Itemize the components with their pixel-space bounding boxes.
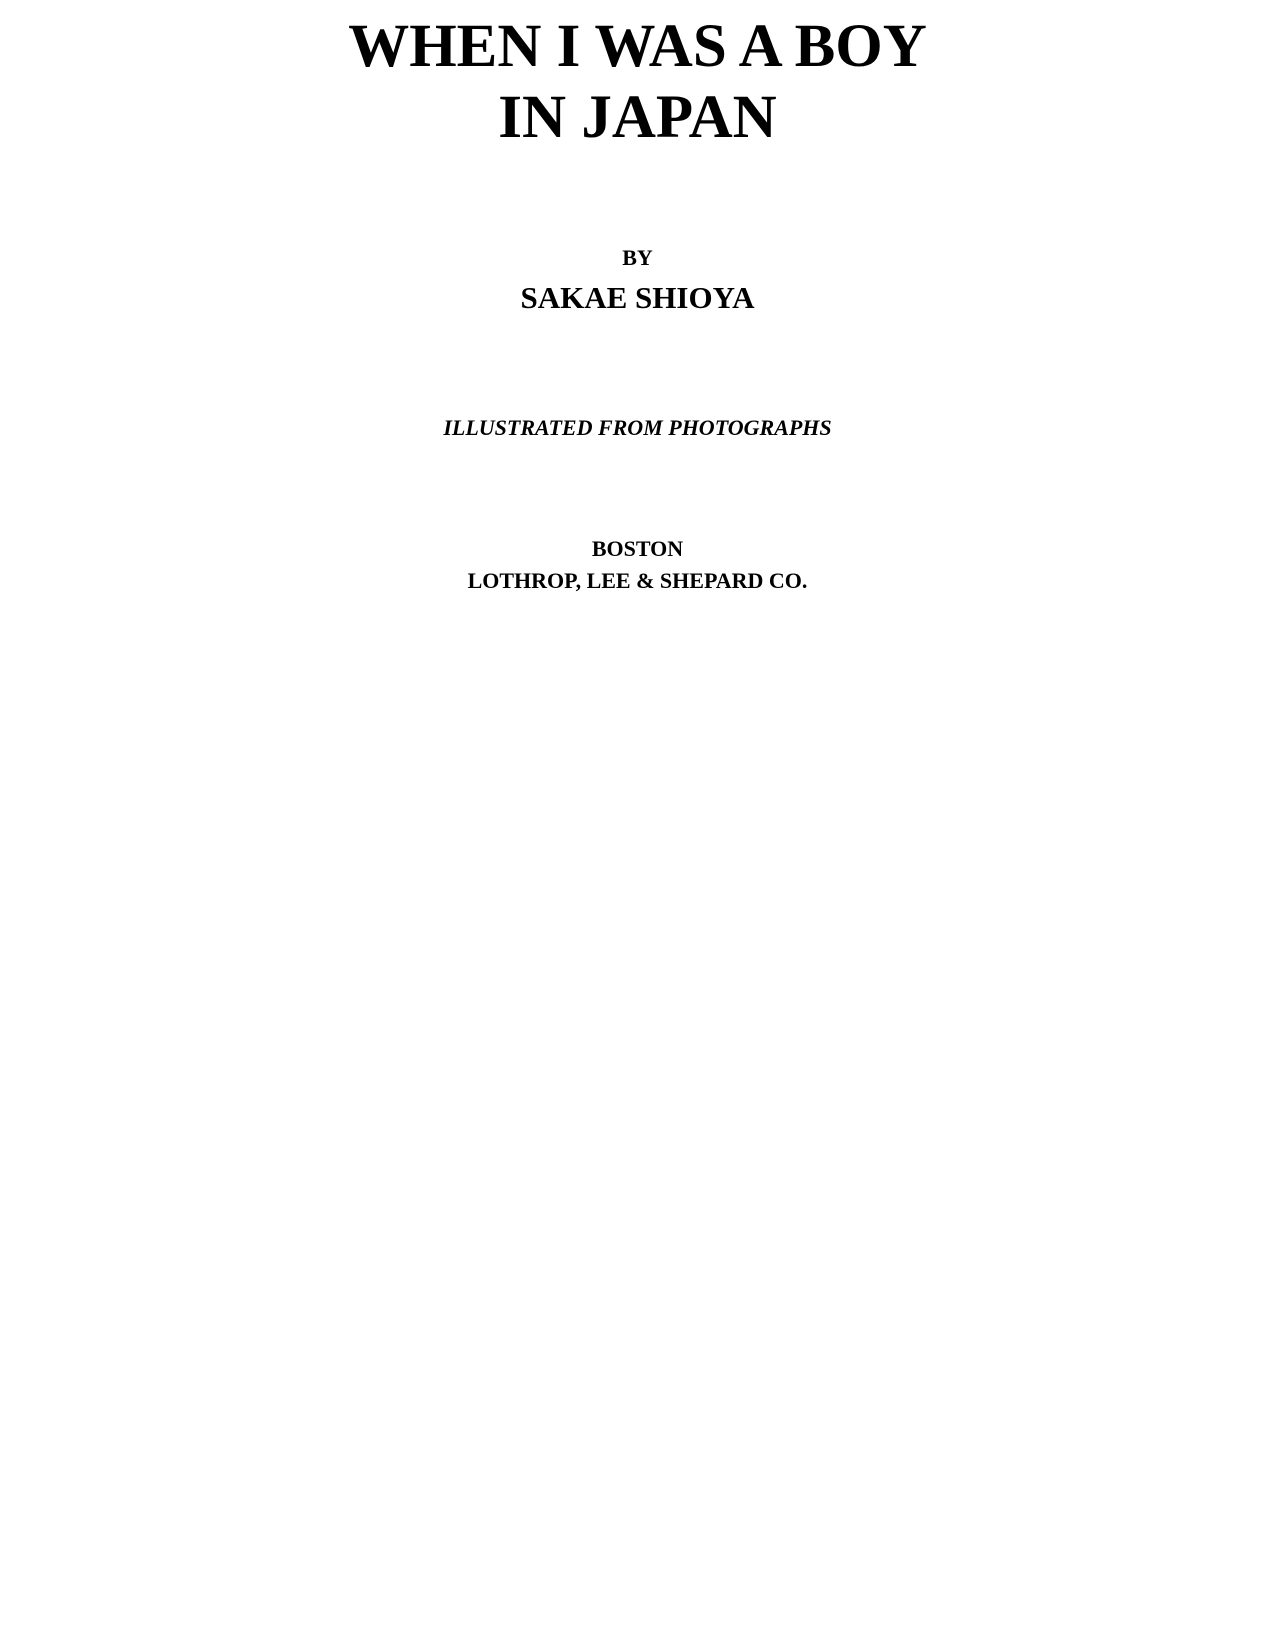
publisher-city: BOSTON bbox=[591, 536, 684, 561]
author-name: SAKAE SHIOYA bbox=[520, 280, 755, 315]
publisher-name: LOTHROP, LEE & SHEPARD CO. bbox=[467, 568, 808, 593]
illustration-note: ILLUSTRATED FROM PHOTOGRAPHS bbox=[443, 415, 832, 440]
by-label: BY bbox=[622, 245, 653, 270]
book-title-line-1: WHEN I WAS A BOY bbox=[348, 13, 927, 80]
book-title-line-2: IN JAPAN bbox=[498, 84, 777, 151]
